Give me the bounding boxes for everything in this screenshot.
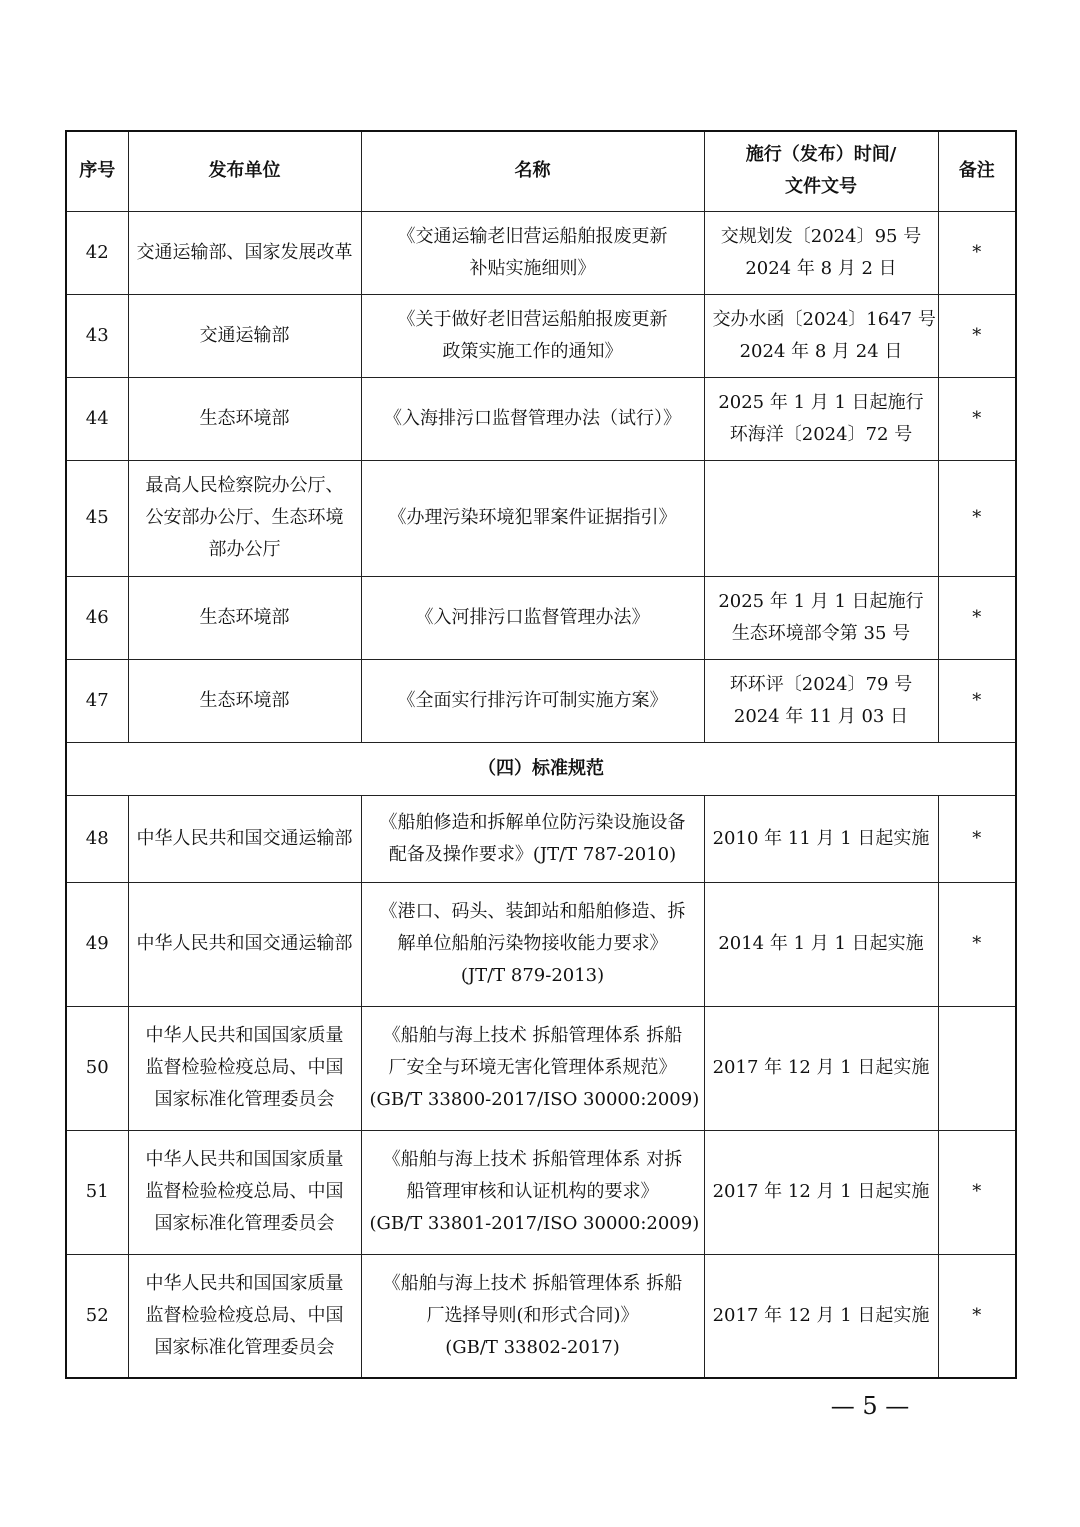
cell-document-name-line: 《入河排污口监督管理办法》: [415, 606, 650, 628]
regulation-table: [65, 130, 1017, 1379]
cell-remarks: *: [938, 576, 1016, 659]
cell-remarks: *: [938, 211, 1016, 294]
cell-document-name: [361, 659, 704, 742]
cell-issuing-unit-line: 生态环境部: [199, 407, 290, 429]
cell-issuing-unit-line: 中华人民共和国国家质量: [145, 1149, 344, 1170]
cell-serial-number: 42: [66, 211, 128, 294]
cell-effective-time: [704, 659, 938, 742]
cell-effective-time-line: 2024 年 8 月 2 日: [745, 257, 897, 279]
cell-effective-time: [704, 460, 938, 576]
header-remarks: 备注: [938, 131, 1016, 211]
cell-serial-number: 48: [66, 795, 128, 882]
cell-issuing-unit-line: 交通运输部: [199, 324, 290, 346]
regulation-table-container: [65, 130, 1015, 1379]
cell-issuing-unit-line: 国家标准化管理委员会: [154, 1089, 335, 1110]
cell-issuing-unit: [128, 576, 361, 659]
cell-remarks: *: [938, 1130, 1016, 1254]
cell-document-name-line: 《船舶与海上技术 拆船管理体系 拆船: [382, 1272, 683, 1294]
cell-issuing-unit: [128, 460, 361, 576]
cell-issuing-unit-line: 公安部办公厅、生态环境: [145, 507, 344, 528]
cell-remarks: *: [938, 882, 1016, 1006]
cell-serial-number: 46: [66, 576, 128, 659]
cell-document-name: [361, 460, 704, 576]
table-body-part-1: [66, 211, 1016, 742]
cell-effective-time: [704, 1006, 938, 1130]
cell-issuing-unit: [128, 795, 361, 882]
cell-effective-time: [704, 211, 938, 294]
cell-issuing-unit-line: 部办公厅: [208, 539, 281, 560]
cell-document-name-line: 船管理审核和认证机构的要求》: [406, 1181, 659, 1202]
cell-document-name-line: 政策实施工作的通知》: [442, 340, 623, 362]
cell-effective-time-line: 环环评〔2024〕79 号: [729, 673, 913, 695]
cell-issuing-unit-line: 监督检验检疫总局、中国: [145, 1181, 344, 1202]
table-header-row: [66, 131, 1016, 211]
cell-serial-number: 49: [66, 882, 128, 1006]
cell-remarks: [938, 1006, 1016, 1130]
cell-document-name-line: (GB/T 33800-2017/ISO 30000:2009): [369, 1089, 700, 1110]
cell-issuing-unit-line: 中华人民共和国交通运输部: [136, 827, 353, 849]
cell-document-name-line: 《交通运输老旧营运船舶报废更新: [397, 225, 668, 247]
header-effective-time: [704, 131, 938, 211]
cell-document-name-line: 补贴实施细则》: [469, 257, 596, 279]
table-row: [66, 795, 1016, 882]
cell-document-name-line: 解单位船舶污染物接收能力要求》: [397, 933, 668, 954]
cell-document-name-line: 《船舶修造和拆解单位防污染设施设备: [379, 811, 686, 833]
header-time-line-2: 文件文号: [785, 176, 857, 198]
cell-effective-time-line: 2024 年 8 月 24 日: [739, 340, 903, 362]
cell-serial-number: 47: [66, 659, 128, 742]
cell-issuing-unit-line: 交通运输部、国家发展改革: [136, 241, 353, 263]
cell-remarks: *: [938, 795, 1016, 882]
cell-effective-time-line: 环海洋〔2024〕72 号: [729, 423, 913, 445]
table-row: [66, 659, 1016, 742]
table-row: [66, 1130, 1016, 1254]
cell-document-name: [361, 1254, 704, 1378]
cell-effective-time-line: 2024 年 11 月 03 日: [733, 705, 909, 727]
cell-issuing-unit-line: 中华人民共和国国家质量: [145, 1272, 344, 1294]
cell-issuing-unit-line: 中华人民共和国交通运输部: [136, 933, 353, 954]
cell-issuing-unit-line: 国家标准化管理委员会: [154, 1213, 335, 1234]
cell-document-name: [361, 294, 704, 377]
cell-document-name-line: 《港口、码头、装卸站和船舶修造、拆: [379, 901, 686, 922]
cell-effective-time: [704, 377, 938, 460]
cell-document-name: [361, 882, 704, 1006]
cell-serial-number: 43: [66, 294, 128, 377]
cell-issuing-unit-line: 国家标准化管理委员会: [154, 1336, 335, 1358]
cell-document-name: [361, 1006, 704, 1130]
cell-effective-time-line: 2025 年 1 月 1 日起施行: [718, 391, 924, 413]
cell-serial-number: 52: [66, 1254, 128, 1378]
cell-effective-time: [704, 882, 938, 1006]
cell-document-name-line: (GB/T 33802-2017): [445, 1336, 620, 1358]
cell-effective-time-line: 2017 年 12 月 1 日起实施: [712, 1304, 930, 1326]
cell-document-name-line: 厂安全与环境无害化管理体系规范》: [388, 1057, 677, 1078]
cell-document-name-line: 《船舶与海上技术 拆船管理体系 拆船: [382, 1025, 683, 1046]
cell-document-name: [361, 795, 704, 882]
cell-serial-number: 44: [66, 377, 128, 460]
cell-issuing-unit-line: 生态环境部: [199, 606, 290, 628]
cell-effective-time: [704, 1130, 938, 1254]
cell-effective-time-line: 2017 年 12 月 1 日起实施: [712, 1057, 930, 1078]
table-row: [66, 882, 1016, 1006]
cell-remarks: *: [938, 659, 1016, 742]
cell-effective-time-line: 2014 年 1 月 1 日起实施: [718, 933, 924, 954]
cell-remarks: *: [938, 460, 1016, 576]
cell-serial-number: 45: [66, 460, 128, 576]
header-time-line-1: 施行（发布）时间/: [745, 144, 897, 166]
cell-document-name-line: 《全面实行排污许可制实施方案》: [397, 689, 668, 711]
cell-effective-time: [704, 576, 938, 659]
page-number: — 5 —: [830, 1392, 910, 1420]
cell-document-name: [361, 576, 704, 659]
cell-issuing-unit-line: 最高人民检察院办公厅、: [145, 475, 344, 496]
cell-serial-number: 51: [66, 1130, 128, 1254]
cell-document-name-line: 配备及操作要求》(JT/T 787-2010): [388, 843, 677, 865]
header-document-name: 名称: [361, 131, 704, 211]
cell-effective-time-line: 交办水函〔2024〕1647 号: [712, 308, 936, 330]
section-row: [66, 742, 1016, 795]
table-row: [66, 211, 1016, 294]
cell-effective-time-line: 2010 年 11 月 1 日起实施: [712, 827, 930, 849]
table-row: [66, 460, 1016, 576]
cell-effective-time-line: 生态环境部令第 35 号: [731, 622, 911, 644]
cell-document-name-line: (JT/T 879-2013): [460, 965, 605, 986]
cell-issuing-unit: [128, 1254, 361, 1378]
cell-issuing-unit: [128, 377, 361, 460]
table-body-part-2: [66, 795, 1016, 1378]
cell-document-name-line: 《办理污染环境犯罪案件证据指引》: [388, 507, 677, 528]
table-row: [66, 294, 1016, 377]
cell-document-name: [361, 211, 704, 294]
cell-issuing-unit: [128, 1130, 361, 1254]
cell-remarks: *: [938, 294, 1016, 377]
cell-document-name-line: 《入海排污口监督管理办法（试行）》: [384, 407, 681, 429]
cell-issuing-unit: [128, 659, 361, 742]
cell-effective-time: [704, 795, 938, 882]
header-issuing-unit: 发布单位: [128, 131, 361, 211]
table-row: [66, 377, 1016, 460]
cell-issuing-unit-line: 监督检验检疫总局、中国: [145, 1304, 344, 1326]
cell-document-name-line: 《关于做好老旧营运船舶报废更新: [397, 308, 668, 330]
cell-document-name-line: 《船舶与海上技术 拆船管理体系 对拆: [382, 1149, 683, 1170]
table-row: [66, 1254, 1016, 1378]
cell-effective-time: [704, 294, 938, 377]
cell-document-name-line: (GB/T 33801-2017/ISO 30000:2009): [369, 1213, 700, 1234]
table-row: [66, 576, 1016, 659]
cell-effective-time-line: 交规划发〔2024〕95 号: [720, 225, 922, 247]
cell-document-name: [361, 1130, 704, 1254]
cell-issuing-unit: [128, 882, 361, 1006]
cell-effective-time: [704, 1254, 938, 1378]
cell-document-name: [361, 377, 704, 460]
section-row-group: [66, 742, 1016, 795]
cell-issuing-unit: [128, 294, 361, 377]
cell-effective-time-line: 2025 年 1 月 1 日起施行: [718, 590, 924, 612]
cell-serial-number: 50: [66, 1006, 128, 1130]
cell-issuing-unit-line: 生态环境部: [199, 689, 290, 711]
cell-issuing-unit-line: 中华人民共和国国家质量: [145, 1025, 344, 1046]
section-title-standards: （四）标准规范: [66, 742, 1016, 795]
cell-document-name-line: 厂选择导则(和形式合同)》: [426, 1304, 639, 1326]
cell-issuing-unit-line: 监督检验检疫总局、中国: [145, 1057, 344, 1078]
table-row: [66, 1006, 1016, 1130]
cell-issuing-unit: [128, 1006, 361, 1130]
cell-remarks: *: [938, 377, 1016, 460]
cell-remarks: *: [938, 1254, 1016, 1378]
header-serial-number: 序号: [66, 131, 128, 211]
cell-issuing-unit: [128, 211, 361, 294]
cell-effective-time-line: 2017 年 12 月 1 日起实施: [712, 1181, 930, 1202]
